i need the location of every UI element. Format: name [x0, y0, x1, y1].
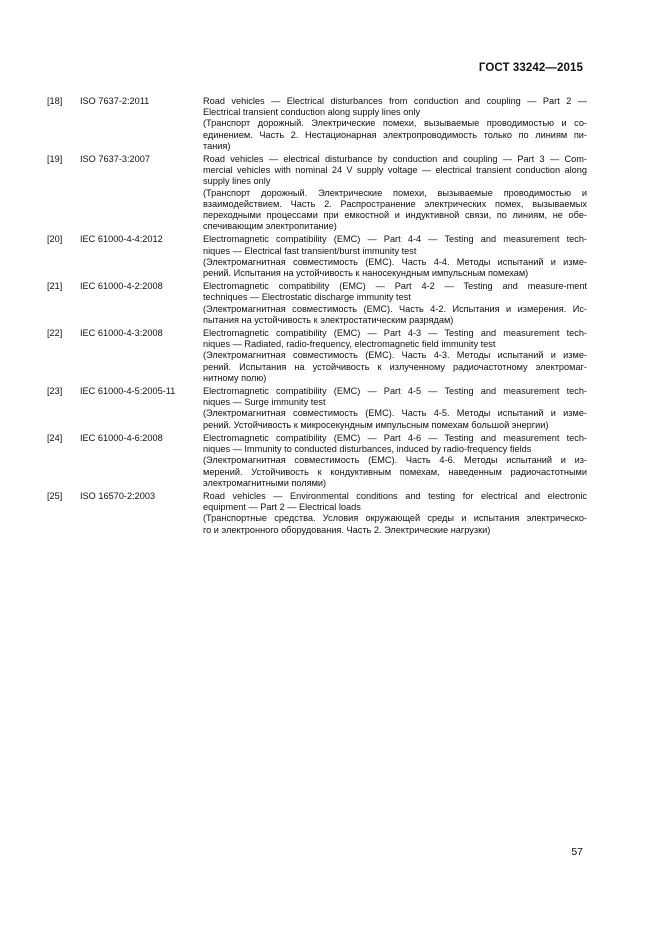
reference-title — [203, 281, 587, 326]
title-line: нитному полю) — [203, 372, 267, 383]
title-line: niques — Electrical fast transient/burst immunity test — [203, 245, 417, 256]
standard-code: IEC 61000-4-3:2008 — [80, 328, 163, 339]
title-line: пытания на устойчивость к электростатическим разрядам) — [203, 314, 454, 325]
standard-code: IEC 61000-4-6:2008 — [80, 432, 163, 443]
title-line: (Транспортные средства. Условия окружающей среды и испытания электрическо- — [203, 513, 587, 524]
standard-code: IEC 61000-4-4:2012 — [80, 234, 163, 245]
bibliography-entry — [47, 281, 587, 326]
title-line: Road vehicles — Electrical disturbances from conduction and coupling — Part 2 — — [203, 96, 587, 106]
bibliography-entry — [47, 154, 587, 232]
reference-number: [22] — [47, 328, 63, 339]
reference-title — [203, 386, 587, 431]
reference-number: [25] — [47, 490, 63, 501]
standard-code: ISO 7637-2:2011 — [80, 96, 150, 106]
bibliography-entry — [47, 96, 587, 152]
title-line: мерений. Устойчивость к кондуктивным помехам, наведенным радиочастотными — [203, 466, 587, 477]
title-line: (Электромагнитная совместимость (ЕМС). Часть 4-5. Методы испытаний и изме- — [203, 408, 587, 419]
title-line: supply lines only — [203, 176, 271, 187]
reference-title — [203, 328, 587, 384]
reference-title — [203, 234, 587, 279]
title-line: mercial vehicles with nominal 24 V supply voltage — electrical transient conduction along — [203, 165, 587, 176]
title-line: электромагнитными полями) — [203, 477, 327, 488]
title-line: (Транспорт дорожный. Электрические помехи, вызываемые проводимостью и со- — [203, 118, 587, 129]
title-line: спечивающим электропитание) — [203, 221, 337, 232]
reference-number: [20] — [47, 234, 63, 245]
title-line: Electromagnetic compatibility (EMC) — Part 4-6 — Testing and measurement tech- — [203, 432, 587, 443]
bibliography-entry — [47, 386, 587, 431]
standard-code: IEC 61000-4-2:2008 — [80, 281, 163, 292]
reference-title — [203, 433, 587, 489]
title-line: niques — Surge immunity test — [203, 397, 326, 408]
bibliography-entry — [47, 491, 587, 536]
title-line: Electromagnetic compatibility (EMC) — Part 4-4 — Testing and measurement tech- — [203, 234, 587, 245]
bibliography-entry — [47, 234, 587, 279]
title-line: взаимодействием. Часть 2. Распространение электрических помех, вызываемых — [203, 198, 587, 209]
page-number: 57 — [571, 846, 583, 858]
title-line: единением. Часть 2. Нестационарная электропроводимость только по линиям пи- — [203, 129, 587, 140]
reference-number: [19] — [47, 154, 63, 165]
bibliography-entry — [47, 433, 587, 489]
title-line: niques — Radiated, radio-frequency, electromagnetic field immunity test — [203, 339, 496, 350]
title-line: Electromagnetic compatibility (EMC) — Part 4-5 — Testing and measurement tech- — [203, 386, 587, 397]
reference-number: [21] — [47, 281, 63, 292]
bibliography-entry — [47, 328, 587, 384]
title-line: (Электромагнитная совместимость (ЕМС). Часть 4-2. Испытания и измерения. Ис- — [203, 303, 587, 314]
reference-title — [203, 96, 587, 152]
title-line: Electrical transient conduction along supply lines only — [203, 107, 421, 118]
title-line: Road vehicles — electrical disturbance by conduction and coupling — Part 3 — Com- — [203, 154, 587, 165]
standard-code: ISO 16570-2:2003 — [80, 490, 156, 501]
reference-title — [203, 154, 587, 232]
title-line: Electromagnetic compatibility (EMC) — Part 4-2 — Testing and measure-ment — [203, 281, 587, 292]
title-line: niques — Immunity to conducted disturbances, induced by radio-frequency fields — [203, 444, 532, 455]
title-line: тания) — [203, 140, 231, 151]
title-line: (Электромагнитная совместимость (ЕМС). Часть 4-6. Методы испытаний и из- — [203, 455, 587, 466]
title-line: рений. Испытания на устойчивость к излученному радиочастотному электромаг- — [203, 361, 587, 372]
standard-code: ISO 7637-3:2007 — [80, 154, 150, 165]
title-line: (Электромагнитная совместимость (ЕМС). Часть 4-4. Методы испытаний и изме- — [203, 256, 587, 267]
title-line: Electromagnetic compatibility (EMC) — Part 4-3 — Testing and measurement tech- — [203, 328, 587, 339]
title-line: Road vehicles — Environmental conditions and testing for electrical and electronic — [203, 490, 587, 501]
title-line: рений. Испытания на устойчивость к наносекундным импульсным помехам) — [203, 268, 529, 279]
bibliography-list — [47, 96, 587, 538]
title-line: techniques — Electrostatic discharge immunity test — [203, 292, 411, 303]
standard-header: ГОСТ 33242—2015 — [478, 62, 583, 74]
standard-code: IEC 61000-4-5:2005-11 — [80, 386, 176, 397]
title-line: рений. Устойчивость к микросекундным импульсным помехам большой энергии) — [203, 419, 549, 430]
reference-title — [203, 491, 587, 536]
reference-number: [18] — [47, 96, 63, 106]
title-line: (Электромагнитная совместимость (ЕМС). Часть 4-3. Методы испытаний и изме- — [203, 350, 587, 361]
title-line: equipment — Part 2 — Electrical loads — [203, 502, 361, 513]
title-line: переходными процессами при емкостной и индуктивной связи, по линиям, не обе- — [203, 210, 587, 221]
reference-number: [24] — [47, 432, 63, 443]
title-line: го и электронного оборудования. Часть 2. Электрические нагрузки) — [203, 524, 491, 535]
title-line: (Транспорт дорожный. Электрические помехи, вызываемые проводимостью и — [203, 187, 587, 198]
reference-number: [23] — [47, 386, 63, 397]
